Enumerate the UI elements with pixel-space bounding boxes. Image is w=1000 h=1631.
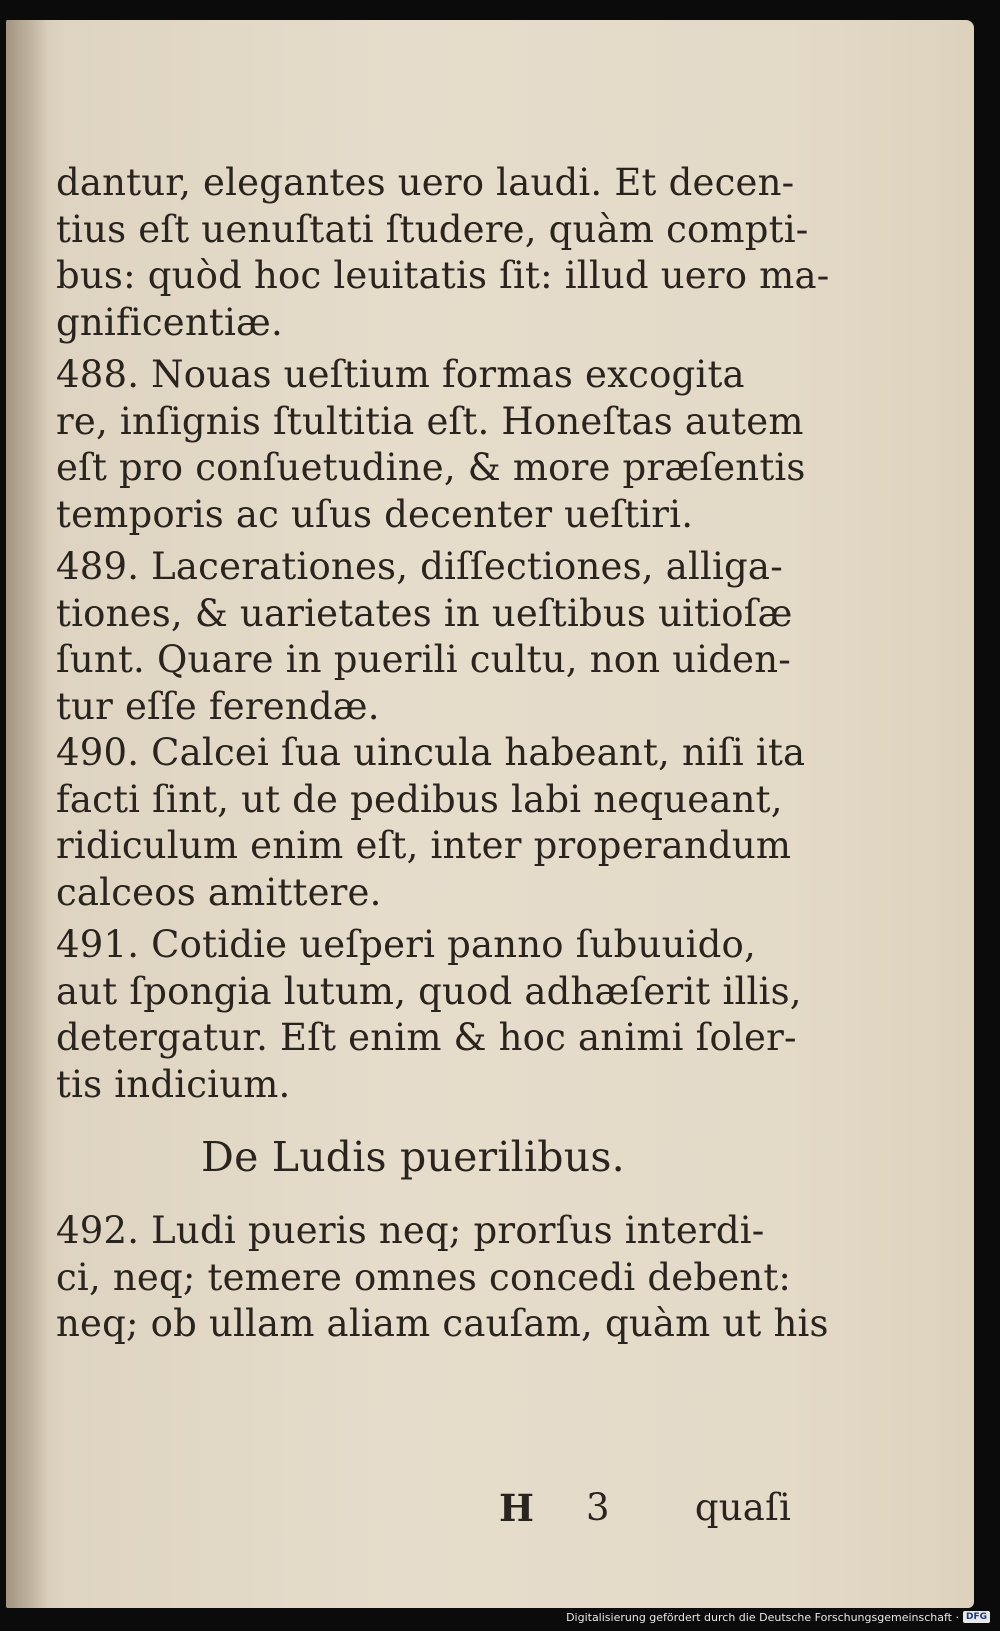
text-line: aut ſpongia lutum, quod adhæſerit illis, [56,969,802,1013]
digitization-credit [566,1607,990,1627]
text-line: dantur, elegantes uero laudi. Et decen- [56,161,795,204]
text-line: tiones, & uarietates in ueſtibus uitioſæ [56,591,793,635]
dfg-logo: DFG [963,1611,990,1623]
section-heading: De Ludis puerilibus. [201,1133,625,1181]
text-line: ridiculum enim eſt, inter properandum [56,824,792,867]
text-line: tius eſt uenuſtati ſtudere, quàm compti- [56,207,809,251]
text-line: 492. Ludi pueris neq; prorſus interdi- [56,1209,765,1252]
page-footer [56,1485,791,1535]
signature-letter: H [499,1486,535,1530]
gutter-shadow [6,20,48,1608]
credit-text: Digitalisierung gefördert durch die Deutsche Forschungsgemeinschaft · [566,1610,959,1624]
signature-number: 3 [586,1486,610,1529]
text-line: 489. Lacerationes, diſſectiones, alliga- [56,545,783,588]
text-line: eſt pro conſuetudine, & more præſentis [56,446,806,489]
text-line: tur eſſe ferendæ. [56,684,380,728]
text-line: facti ſint, ut de pedibus labi nequeant, [56,777,783,821]
text-line: gnificentiæ. [56,300,283,344]
text-line: detergatur. Eſt enim & hoc animi ſoler- [56,1016,797,1059]
text-line: temporis ac uſus decenter ueſtiri. [56,492,694,536]
text-line: ci, neq; temere omnes concedi debent: [56,1255,792,1299]
text-line: 488. Nouas ueſtium formas excogita [56,353,745,396]
text-line: calceos amittere. [56,870,382,914]
text-line: ſunt. Quare in puerili cultu, non uiden- [56,638,791,681]
catchword: quaſi [694,1486,791,1529]
book-page [6,20,974,1608]
text-line: 490. Calcei ſua uincula habeant, niſi ita [56,731,806,774]
text-line: 491. Cotidie ueſperi panno ſubuuido, [56,923,756,966]
text-line: tis indicium. [56,1062,291,1106]
text-line: neq; ob ullam aliam cauſam, quàm ut his [56,1302,829,1345]
page-text [56,160,830,1530]
text-line: re, inſignis ſtultitia eſt. Honeſtas autem [56,399,804,443]
text-line: bus: quòd hoc leuitatis ſit: illud uero ma- [56,254,830,297]
